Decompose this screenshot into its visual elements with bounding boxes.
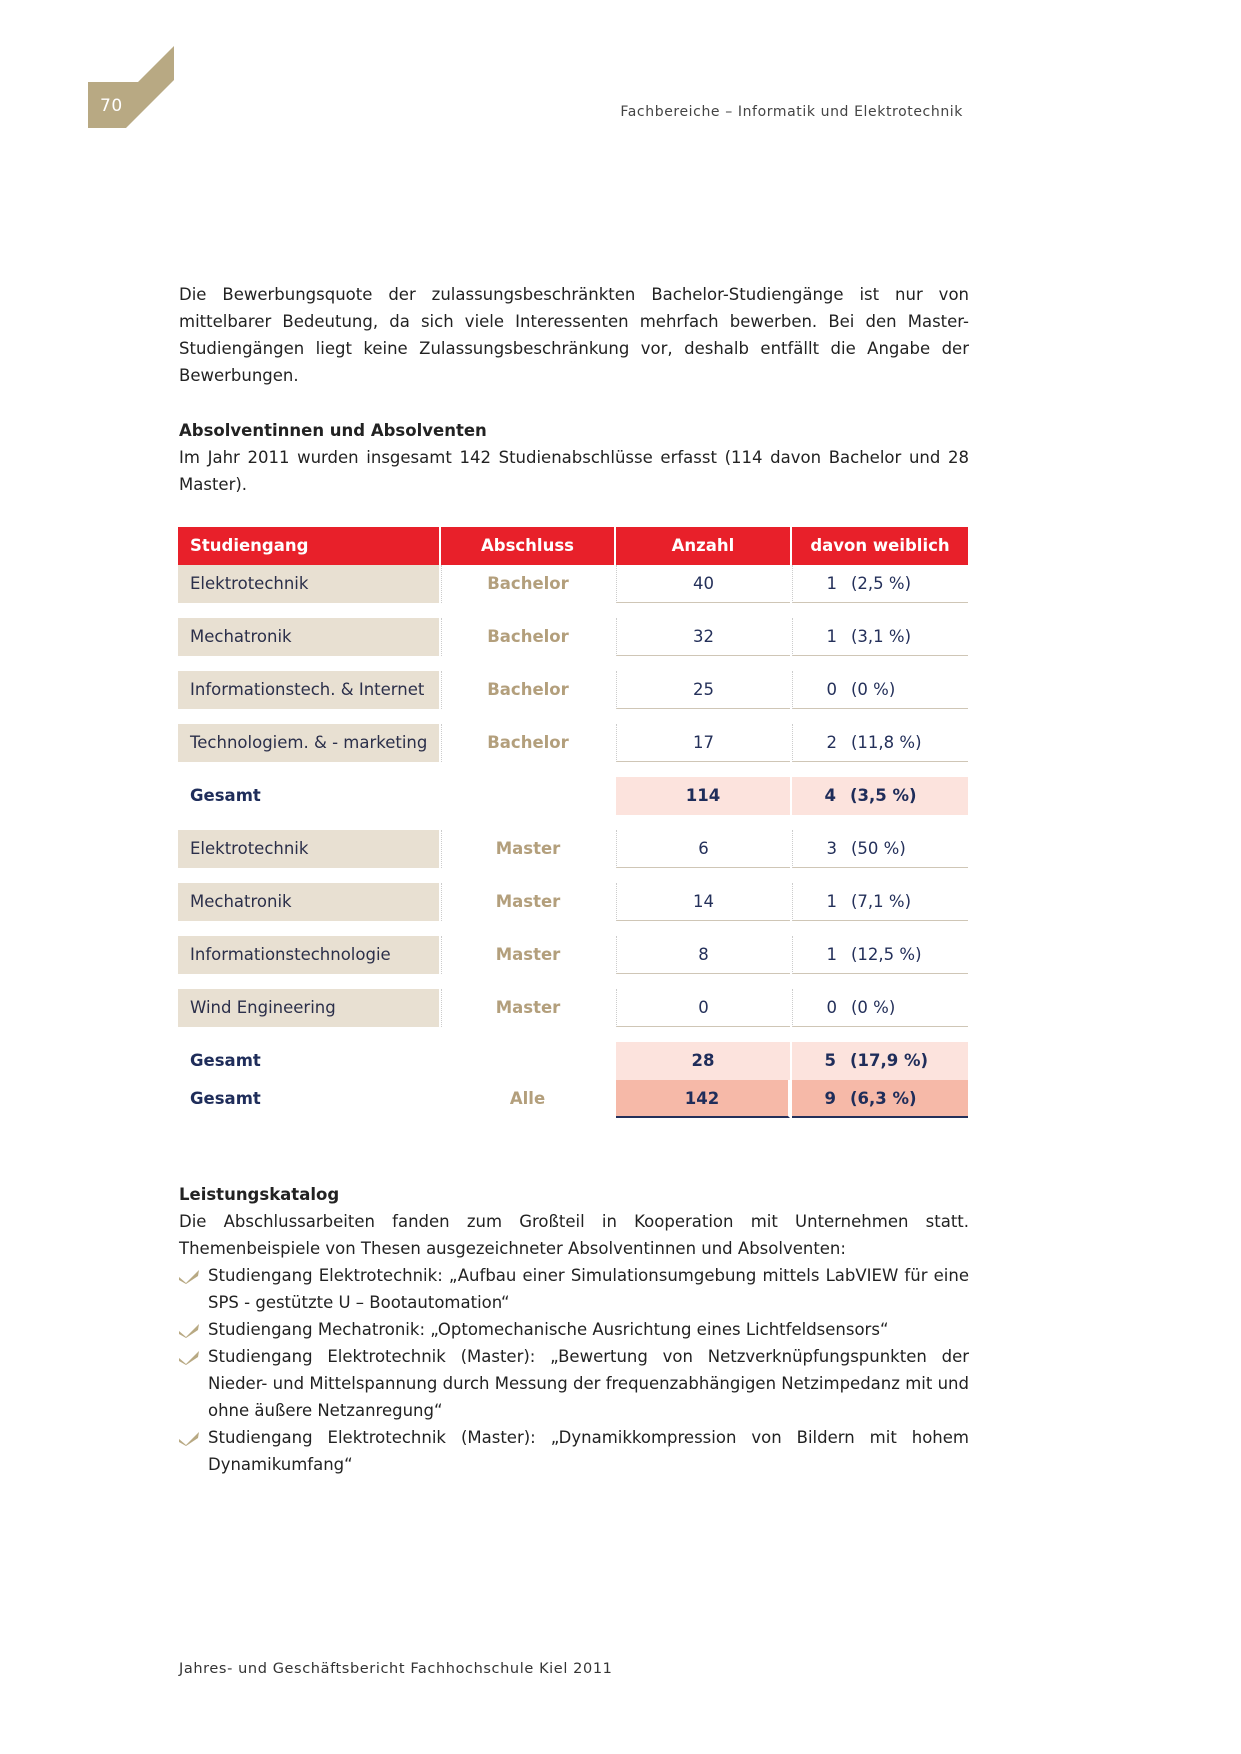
count-cell: 8 (616, 936, 790, 974)
female-pct: (0 %) (851, 680, 896, 699)
catalog-text: Die Abschlussarbeiten fanden zum Großteil in Kooperation mit Unternehmen statt. Themenbeispiele von Thesen ausgezeichneter Absolventinnen und Absolventen: (179, 1212, 969, 1258)
program-cell: Mechatronik (178, 883, 439, 921)
checkmark-icon (179, 1324, 199, 1338)
female-cell (792, 671, 968, 709)
table-row (178, 565, 968, 603)
header-program: Studiengang (178, 527, 439, 565)
female-cell (792, 989, 968, 1027)
table-row (178, 989, 968, 1027)
total-count: 142 (616, 1080, 790, 1118)
table-row (178, 618, 968, 656)
female-count: 0 (826, 998, 837, 1017)
total-count: 28 (616, 1042, 790, 1080)
catalog-section (179, 1181, 969, 1478)
female-count: 1 (826, 945, 837, 964)
header-count: Anzahl (616, 527, 790, 565)
degree-cell: Bachelor (441, 671, 614, 709)
program-cell: Wind Engineering (178, 989, 439, 1027)
total-row-bachelor (178, 777, 968, 815)
program-cell: Informationstechnologie (178, 936, 439, 974)
list-item-text: Studiengang Elektrotechnik (Master): „Bewertung von Netzverknüpfungspunkten der Nieder- und Mittelspannung durch Messung der frequenzabhängigen Netzimpedanz mit und ohne äußere Netzanregung“ (208, 1347, 969, 1420)
female-pct: (7,1 %) (851, 892, 912, 911)
list-item-text: Studiengang Mechatronik: „Optomechanische Ausrichtung eines Lichtfeldsensors“ (208, 1320, 889, 1339)
total-count: 114 (616, 777, 790, 815)
list-item (179, 1316, 969, 1343)
female-cell (792, 883, 968, 921)
female-count: 2 (826, 733, 837, 752)
female-pct: (3,1 %) (851, 627, 912, 646)
female-count: 3 (826, 839, 837, 858)
table-row (178, 936, 968, 974)
degree-cell: Bachelor (441, 565, 614, 603)
header-female: davon weiblich (792, 527, 968, 565)
total-female-count: 9 (824, 1089, 836, 1108)
table-header-row (178, 527, 968, 565)
list-item (179, 1343, 969, 1424)
female-cell (792, 936, 968, 974)
total-female-count: 5 (824, 1051, 836, 1070)
graduates-table (178, 527, 968, 1118)
list-item (179, 1262, 969, 1316)
degree-cell: Bachelor (441, 618, 614, 656)
header-degree: Abschluss (441, 527, 614, 565)
female-cell (792, 724, 968, 762)
total-female-pct: (17,9 %) (850, 1051, 929, 1070)
female-count: 1 (826, 574, 837, 593)
total-row-master (178, 1042, 968, 1080)
total-female-pct: (6,3 %) (850, 1089, 917, 1108)
list-item-text: Studiengang Elektrotechnik: „Aufbau einer Simulationsumgebung mittels LabVIEW für eine SPS - gestützte U – Bootautomation“ (208, 1266, 969, 1312)
total-degree: Alle (509, 1089, 546, 1108)
count-cell: 40 (616, 565, 790, 603)
degree-cell: Master (441, 883, 614, 921)
table-row (178, 671, 968, 709)
total-female (792, 1042, 968, 1080)
degree-cell: Master (441, 936, 614, 974)
count-cell: 17 (616, 724, 790, 762)
female-cell (792, 830, 968, 868)
total-female (792, 777, 968, 815)
female-pct: (11,8 %) (851, 733, 922, 752)
count-cell: 32 (616, 618, 790, 656)
count-cell: 25 (616, 671, 790, 709)
total-degree (441, 1042, 614, 1080)
degree-cell: Master (441, 989, 614, 1027)
total-female-pct: (3,5 %) (850, 786, 917, 805)
female-pct: (0 %) (851, 998, 896, 1017)
graduates-text: Im Jahr 2011 wurden insgesamt 142 Studienabschlüsse erfasst (114 davon Bachelor und 28 Master). (179, 448, 969, 494)
female-pct: (50 %) (851, 839, 906, 858)
female-cell (792, 565, 968, 603)
total-label: Gesamt (190, 1051, 261, 1070)
checkmark-icon (179, 1270, 199, 1284)
table-row (178, 883, 968, 921)
table-row (178, 830, 968, 868)
catalog-heading: Leistungskatalog (179, 1185, 340, 1204)
count-cell: 6 (616, 830, 790, 868)
female-cell (792, 618, 968, 656)
female-count: 0 (826, 680, 837, 699)
female-count: 1 (826, 627, 837, 646)
female-count: 1 (826, 892, 837, 911)
grand-total-row (178, 1080, 968, 1118)
list-item-text: Studiengang Elektrotechnik (Master): „Dynamikkompression von Bildern mit hohem Dynamikumfang“ (208, 1428, 969, 1474)
count-cell: 0 (616, 989, 790, 1027)
graduates-section (179, 417, 969, 498)
program-cell: Technologiem. & - marketing (178, 724, 439, 762)
graduates-heading: Absolventinnen und Absolventen (179, 421, 487, 440)
checkmark-icon (179, 1432, 199, 1446)
catalog-list (179, 1262, 969, 1478)
female-pct: (2,5 %) (851, 574, 912, 593)
page-footer: Jahres- und Geschäftsbericht Fachhochschule Kiel 2011 (179, 1661, 613, 1677)
degree-cell: Master (441, 830, 614, 868)
intro-paragraph: Die Bewerbungsquote der zulassungsbeschränkten Bachelor-Studiengänge ist nur von mittelbarer Bedeutung, da sich viele Interessenten mehrfach bewerben. Bei den Master-Studiengängen liegt keine Zulassungsbeschränkung vor, deshalb entfällt die Angabe der Bewerbungen. (179, 285, 969, 385)
program-cell: Mechatronik (178, 618, 439, 656)
total-female-count: 4 (824, 786, 836, 805)
total-label: Gesamt (190, 1089, 261, 1108)
degree-cell: Bachelor (441, 724, 614, 762)
program-cell: Elektrotechnik (178, 565, 439, 603)
running-head: Fachbereiche – Informatik und Elektrotechnik (620, 104, 963, 120)
program-cell: Elektrotechnik (178, 830, 439, 868)
total-female (792, 1080, 968, 1118)
total-degree (441, 777, 614, 815)
count-cell: 14 (616, 883, 790, 921)
female-pct: (12,5 %) (851, 945, 922, 964)
list-item (179, 1424, 969, 1478)
program-cell: Informationstech. & Internet (178, 671, 439, 709)
total-label: Gesamt (190, 786, 261, 805)
table-row (178, 724, 968, 762)
page-number: 70 (100, 96, 123, 116)
checkmark-icon (179, 1351, 199, 1365)
